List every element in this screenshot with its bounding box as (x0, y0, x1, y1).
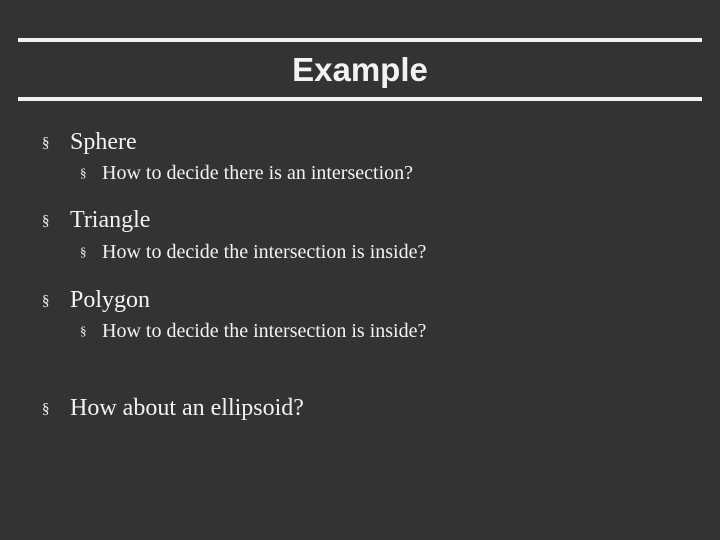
bullet-polygon (42, 285, 150, 315)
slide-title: Example (292, 51, 428, 88)
title-top-rule (18, 38, 702, 42)
subbullet-text: How to decide the intersection is inside? (102, 320, 427, 342)
bullet-marker-icon: § (80, 165, 87, 180)
bullet-marker-icon: § (42, 401, 50, 417)
bullet-marker-icon: § (42, 213, 50, 229)
bullet-ellipsoid (42, 393, 304, 423)
bullet-marker-icon: § (80, 244, 87, 259)
bullet-marker-icon: § (42, 293, 50, 309)
bullet-text: How about an ellipsoid? (70, 395, 304, 421)
bullet-sphere (42, 127, 137, 157)
subbullet-text: How to decide the intersection is inside? (102, 241, 427, 263)
bullet-text: Triangle (70, 207, 151, 233)
bullet-marker-icon: § (42, 135, 50, 151)
subbullet-sphere-question (80, 160, 413, 186)
bullet-text: Sphere (70, 129, 137, 155)
bullet-triangle (42, 205, 150, 235)
bullet-marker-icon: § (80, 323, 87, 338)
subbullet-polygon-question (80, 318, 426, 344)
subbullet-text: How to decide there is an intersection? (102, 162, 413, 184)
title-bottom-rule (18, 97, 702, 101)
bullet-text: Polygon (70, 287, 151, 313)
subbullet-triangle-question (80, 239, 426, 265)
